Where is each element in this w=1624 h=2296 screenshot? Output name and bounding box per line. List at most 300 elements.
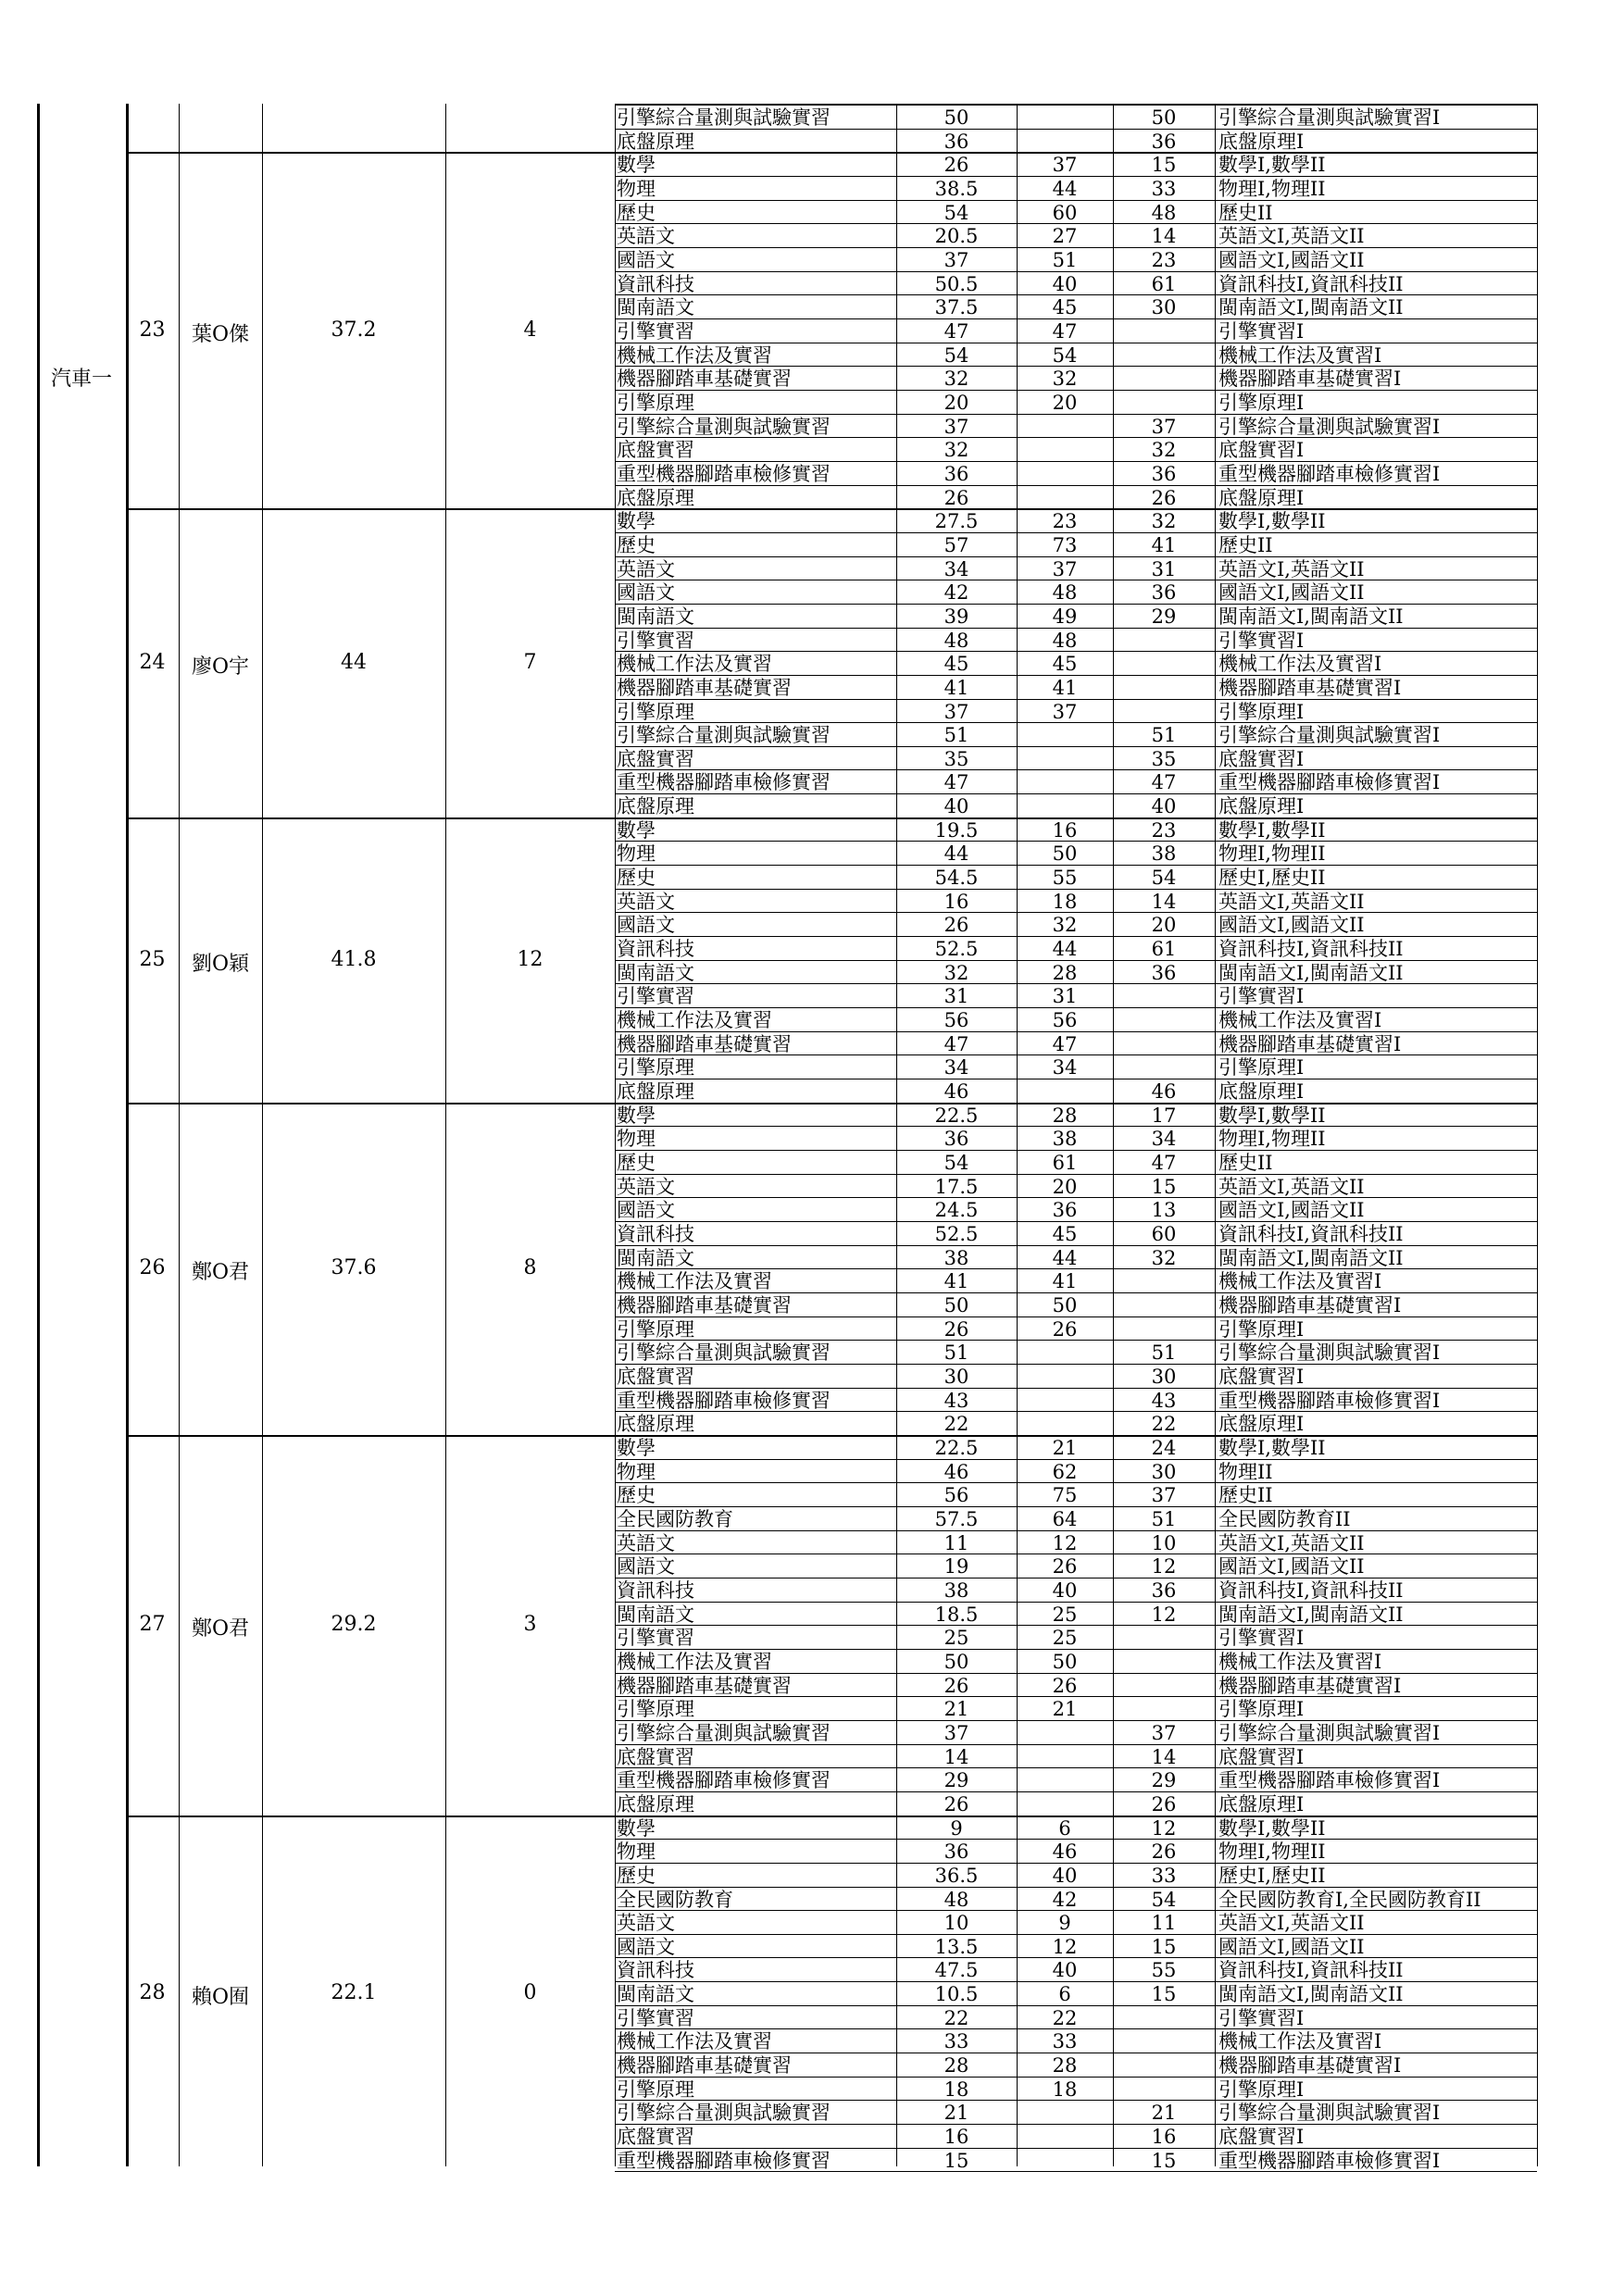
score-cell: 14 <box>1151 1745 1177 1768</box>
course-cell: 歷史II <box>1218 1152 1273 1175</box>
score-cell: 15 <box>1151 1983 1177 2006</box>
score-cell: 21 <box>1052 1698 1078 1721</box>
score-cell: 13.5 <box>934 1935 979 1958</box>
course-cell: 引擎實習I <box>1218 319 1305 343</box>
student-name: 廖O宇 <box>191 655 250 679</box>
grid-vline <box>1215 104 1216 2166</box>
course-cell: 重型機器腳踏車檢修實習I <box>1218 771 1441 794</box>
score-cell: 13 <box>1151 1199 1177 1222</box>
subject-cell: 機器腳踏車基礎實習 <box>617 368 792 391</box>
score-cell: 56 <box>943 1484 969 1507</box>
course-cell: 物理I,物理II <box>1218 842 1326 866</box>
subject-cell: 機器腳踏車基礎實習 <box>617 1294 792 1316</box>
grid-vline <box>179 104 180 2166</box>
score-cell: 34 <box>943 1056 969 1079</box>
subject-cell: 機器腳踏車基礎實習 <box>617 1032 792 1055</box>
subject-cell: 數學 <box>617 154 656 177</box>
score-cell: 51 <box>943 1341 969 1365</box>
subject-cell: 機器腳踏車基礎實習 <box>617 676 792 699</box>
score-cell: 38.5 <box>934 177 979 200</box>
score-cell: 60 <box>1151 1223 1177 1246</box>
department-label: 汽車一 <box>50 368 112 391</box>
score-cell: 22 <box>943 2006 969 2029</box>
subject-cell: 底盤原理 <box>617 1792 694 1816</box>
course-cell: 國語文I,國語文II <box>1218 248 1365 271</box>
score-cell: 42 <box>943 581 969 605</box>
subject-cell: 底盤原理 <box>617 795 694 818</box>
subject-cell: 引擎實習 <box>617 629 694 652</box>
score-cell: 18 <box>1052 2078 1078 2101</box>
score-cell: 12 <box>1052 1531 1078 1554</box>
student-name: 鄭O君 <box>191 1617 250 1641</box>
score-cell: 11 <box>1151 1912 1177 1935</box>
score-cell: 23 <box>1151 818 1177 842</box>
subject-cell: 英語文 <box>617 1912 675 1935</box>
score-cell: 73 <box>1052 533 1078 556</box>
subject-cell: 引擎原理 <box>617 391 694 414</box>
subject-cell: 引擎綜合量測與試驗實習 <box>617 415 831 438</box>
subject-cell: 資訊科技 <box>617 1578 694 1602</box>
score-cell: 27.5 <box>934 510 979 533</box>
course-cell: 重型機器腳踏車檢修實習I <box>1218 2149 1441 2172</box>
subject-cell: 英語文 <box>617 557 675 580</box>
course-cell: 引擎綜合量測與試驗實習I <box>1218 2102 1441 2125</box>
score-cell: 57 <box>943 533 969 556</box>
course-cell: 引擎原理I <box>1218 2078 1305 2101</box>
score-cell: 39 <box>943 605 969 628</box>
subject-cell: 機械工作法及實習 <box>617 1009 772 1032</box>
score-cell: 32 <box>1151 1246 1177 1269</box>
score-cell: 50 <box>1052 842 1078 866</box>
subject-cell: 閩南語文 <box>617 1246 694 1269</box>
score-cell: 64 <box>1052 1507 1078 1530</box>
course-cell: 資訊科技I,資訊科技II <box>1218 1959 1404 1982</box>
score-cell: 25 <box>943 1627 969 1650</box>
subject-cell: 底盤實習 <box>617 2126 694 2149</box>
course-cell: 英語文I,英語文II <box>1218 225 1365 248</box>
score-cell: 54 <box>943 343 969 367</box>
score-cell: 54 <box>943 201 969 224</box>
score-cell: 16 <box>943 890 969 913</box>
subject-cell: 機械工作法及實習 <box>617 1650 772 1673</box>
score-cell: 16 <box>1052 818 1078 842</box>
score-cell: 32 <box>1151 510 1177 533</box>
score-cell: 34 <box>1052 1056 1078 1079</box>
course-cell: 數學I,數學II <box>1218 1104 1326 1127</box>
course-cell: 數學I,數學II <box>1218 154 1326 177</box>
score-cell: 40 <box>1052 1959 1078 1982</box>
credit-count: 3 <box>523 1613 537 1637</box>
course-cell: 引擎實習I <box>1218 985 1305 1008</box>
subject-cell: 引擎原理 <box>617 1056 694 1079</box>
course-cell: 機械工作法及實習I <box>1218 2030 1382 2053</box>
score-cell: 43 <box>943 1389 969 1412</box>
score-cell: 54.5 <box>934 867 979 890</box>
score-cell: 6 <box>1058 1816 1071 1840</box>
subject-cell: 物理 <box>617 1128 656 1151</box>
average-score: 22.1 <box>331 1980 377 2004</box>
course-cell: 底盤實習I <box>1218 1745 1305 1768</box>
subject-cell: 引擎原理 <box>617 1317 694 1341</box>
subject-cell: 數學 <box>617 818 656 842</box>
course-cell: 英語文I,英語文II <box>1218 1175 1365 1198</box>
seat-number: 25 <box>139 947 166 971</box>
subject-cell: 底盤實習 <box>617 747 694 770</box>
course-cell: 歷史II <box>1218 1484 1273 1507</box>
subject-cell: 資訊科技 <box>617 938 694 961</box>
student-name: 賴O囿 <box>191 1985 250 2009</box>
subject-cell: 機械工作法及實習 <box>617 653 772 676</box>
subject-cell: 閩南語文 <box>617 961 694 984</box>
score-cell: 10.5 <box>934 1983 979 2006</box>
course-cell: 閩南語文I,閩南語文II <box>1218 605 1404 628</box>
student-name: 鄭O君 <box>191 1261 250 1285</box>
score-cell: 36 <box>943 462 969 485</box>
score-cell: 29 <box>1151 1769 1177 1792</box>
score-cell: 48 <box>943 629 969 652</box>
score-cell: 33 <box>1151 1864 1177 1887</box>
score-cell: 50 <box>1052 1650 1078 1673</box>
score-cell: 26 <box>1151 486 1177 509</box>
score-cell: 50 <box>943 106 969 129</box>
score-cell: 33 <box>1151 177 1177 200</box>
subject-cell: 底盤原理 <box>617 130 694 153</box>
score-cell: 20 <box>1052 1175 1078 1198</box>
seat-number: 23 <box>139 318 166 342</box>
score-cell: 46 <box>1052 1841 1078 1864</box>
course-cell: 英語文I,英語文II <box>1218 1912 1365 1935</box>
course-cell: 資訊科技I,資訊科技II <box>1218 1578 1404 1602</box>
subject-cell: 引擎原理 <box>617 700 694 723</box>
subject-cell: 引擎綜合量測與試驗實習 <box>617 1721 831 1744</box>
score-cell: 16 <box>943 2126 969 2149</box>
subject-cell: 重型機器腳踏車檢修實習 <box>617 2149 831 2172</box>
course-cell: 機器腳踏車基礎實習I <box>1218 1674 1402 1697</box>
subject-cell: 引擎綜合量測與試驗實習 <box>617 724 831 747</box>
score-cell: 47.5 <box>934 1959 979 1982</box>
score-cell: 27 <box>1052 225 1078 248</box>
course-cell: 歷史II <box>1218 533 1273 556</box>
subject-cell: 國語文 <box>617 581 675 605</box>
score-cell: 41 <box>1151 533 1177 556</box>
score-cell: 15 <box>1151 1175 1177 1198</box>
score-cell: 48 <box>1052 581 1078 605</box>
course-cell: 底盤實習I <box>1218 747 1305 770</box>
course-cell: 引擎實習I <box>1218 629 1305 652</box>
score-cell: 22 <box>1052 2006 1078 2029</box>
subject-cell: 物理 <box>617 1841 656 1864</box>
score-cell: 42 <box>1052 1888 1078 1911</box>
subject-cell: 資訊科技 <box>617 1959 694 1982</box>
grid-vline <box>445 104 446 2166</box>
course-cell: 閩南語文I,閩南語文II <box>1218 1983 1404 2006</box>
score-cell: 26 <box>943 1792 969 1816</box>
score-cell: 32 <box>1052 368 1078 391</box>
student-name: 葉O傑 <box>191 322 250 346</box>
score-cell: 10 <box>943 1912 969 1935</box>
score-cell: 36 <box>1151 130 1177 153</box>
score-cell: 29 <box>1151 605 1177 628</box>
subject-cell: 機械工作法及實習 <box>617 1270 772 1293</box>
score-cell: 37 <box>943 415 969 438</box>
score-cell: 22 <box>943 1413 969 1436</box>
course-cell: 機器腳踏車基礎實習I <box>1218 368 1402 391</box>
score-cell: 26 <box>943 1674 969 1697</box>
subject-cell: 底盤實習 <box>617 1745 694 1768</box>
course-cell: 機械工作法及實習I <box>1218 343 1382 367</box>
course-cell: 物理I,物理II <box>1218 1128 1326 1151</box>
score-cell: 51 <box>1052 248 1078 271</box>
subject-cell: 英語文 <box>617 225 675 248</box>
grid-vline <box>1017 104 1018 2166</box>
score-cell: 20.5 <box>934 225 979 248</box>
course-cell: 機械工作法及實習I <box>1218 653 1382 676</box>
subject-cell: 物理 <box>617 842 656 866</box>
score-cell: 37 <box>1151 415 1177 438</box>
course-cell: 重型機器腳踏車檢修實習I <box>1218 1389 1441 1412</box>
score-cell: 47 <box>1052 319 1078 343</box>
score-cell: 36.5 <box>934 1864 979 1887</box>
grid-vline <box>1537 104 1538 2166</box>
subject-cell: 資訊科技 <box>617 272 694 295</box>
subject-cell: 引擎綜合量測與試驗實習 <box>617 1341 831 1365</box>
credit-count: 7 <box>523 651 537 674</box>
subject-cell: 閩南語文 <box>617 605 694 628</box>
course-cell: 引擎實習I <box>1218 2006 1305 2029</box>
subject-cell: 資訊科技 <box>617 1223 694 1246</box>
score-cell: 22.5 <box>934 1104 979 1127</box>
score-cell: 46 <box>1151 1080 1177 1104</box>
course-cell: 歷史I,歷史II <box>1218 867 1326 890</box>
course-cell: 底盤原理I <box>1218 795 1305 818</box>
subject-cell: 底盤原理 <box>617 486 694 509</box>
subject-cell: 全民國防教育 <box>617 1888 733 1911</box>
score-cell: 12 <box>1151 1555 1177 1578</box>
score-cell: 20 <box>1052 391 1078 414</box>
course-cell: 閩南語文I,閩南語文II <box>1218 1246 1404 1269</box>
subject-cell: 閩南語文 <box>617 296 694 319</box>
score-cell: 33 <box>1052 2030 1078 2053</box>
score-cell: 51 <box>943 724 969 747</box>
score-cell: 21 <box>1151 2102 1177 2125</box>
score-cell: 40 <box>1151 795 1177 818</box>
score-cell: 61 <box>1151 938 1177 961</box>
subject-cell: 國語文 <box>617 1199 675 1222</box>
score-cell: 54 <box>943 1152 969 1175</box>
score-cell: 37.5 <box>934 296 979 319</box>
course-cell: 機器腳踏車基礎實習I <box>1218 1294 1402 1316</box>
score-cell: 26 <box>943 914 969 937</box>
row-border <box>615 2171 1537 2172</box>
score-cell: 34 <box>1151 1128 1177 1151</box>
score-cell: 15 <box>1151 1935 1177 1958</box>
score-cell: 45 <box>1052 653 1078 676</box>
score-cell: 57.5 <box>934 1507 979 1530</box>
subject-cell: 引擎綜合量測與試驗實習 <box>617 106 831 129</box>
score-cell: 32 <box>943 439 969 462</box>
score-cell: 37 <box>1052 557 1078 580</box>
score-cell: 9 <box>950 1816 963 1840</box>
score-cell: 12 <box>1151 1816 1177 1840</box>
grid-vline <box>37 104 40 2166</box>
score-cell: 55 <box>1052 867 1078 890</box>
score-cell: 50 <box>943 1294 969 1316</box>
score-cell: 22 <box>1151 1413 1177 1436</box>
score-cell: 45 <box>1052 296 1078 319</box>
subject-cell: 英語文 <box>617 890 675 913</box>
subject-cell: 歷史 <box>617 1152 656 1175</box>
score-cell: 50 <box>1151 106 1177 129</box>
score-cell: 28 <box>1052 1104 1078 1127</box>
score-cell: 50 <box>943 1650 969 1673</box>
score-cell: 36 <box>1151 961 1177 984</box>
score-cell: 14 <box>943 1745 969 1768</box>
course-cell: 物理I,物理II <box>1218 1841 1326 1864</box>
subject-cell: 底盤實習 <box>617 1365 694 1388</box>
score-cell: 6 <box>1058 1983 1071 2006</box>
score-cell: 18.5 <box>934 1603 979 1626</box>
score-cell: 55 <box>1151 1959 1177 1982</box>
score-cell: 37 <box>1052 700 1078 723</box>
score-cell: 29 <box>943 1769 969 1792</box>
score-cell: 54 <box>1151 1888 1177 1911</box>
course-cell: 英語文I,英語文II <box>1218 1531 1365 1554</box>
course-cell: 引擎綜合量測與試驗實習I <box>1218 724 1441 747</box>
score-cell: 47 <box>943 771 969 794</box>
score-cell: 54 <box>1151 867 1177 890</box>
score-cell: 36 <box>1151 1578 1177 1602</box>
score-cell: 47 <box>943 1032 969 1055</box>
score-cell: 31 <box>1052 985 1078 1008</box>
course-cell: 引擎原理I <box>1218 700 1305 723</box>
subject-cell: 引擎實習 <box>617 319 694 343</box>
course-cell: 底盤原理I <box>1218 486 1305 509</box>
subject-cell: 機械工作法及實習 <box>617 343 772 367</box>
course-cell: 國語文I,國語文II <box>1218 914 1365 937</box>
seat-number: 24 <box>139 651 166 674</box>
score-cell: 41 <box>1052 1270 1078 1293</box>
subject-cell: 國語文 <box>617 248 675 271</box>
score-cell: 24.5 <box>934 1199 979 1222</box>
credit-count: 12 <box>517 947 543 971</box>
score-cell: 48 <box>943 1888 969 1911</box>
grid-vline <box>1113 104 1114 2166</box>
course-cell: 英語文I,英語文II <box>1218 890 1365 913</box>
course-cell: 資訊科技I,資訊科技II <box>1218 938 1404 961</box>
average-score: 37.2 <box>331 318 377 342</box>
score-cell: 30 <box>1151 1365 1177 1388</box>
course-cell: 引擎實習I <box>1218 1627 1305 1650</box>
score-cell: 9 <box>1058 1912 1071 1935</box>
score-cell: 49 <box>1052 605 1078 628</box>
subject-cell: 英語文 <box>617 1531 675 1554</box>
course-cell: 英語文I,英語文II <box>1218 557 1365 580</box>
subject-cell: 機器腳踏車基礎實習 <box>617 1674 792 1697</box>
score-cell: 75 <box>1052 1484 1078 1507</box>
subject-cell: 閩南語文 <box>617 1983 694 2006</box>
course-cell: 數學I,數學II <box>1218 510 1326 533</box>
score-cell: 26 <box>943 1317 969 1341</box>
score-cell: 47 <box>1151 771 1177 794</box>
student-name: 劉O穎 <box>191 952 250 976</box>
course-cell: 重型機器腳踏車檢修實習I <box>1218 462 1441 485</box>
score-cell: 50 <box>1052 1294 1078 1316</box>
grid-vline <box>896 104 897 2166</box>
score-cell: 40 <box>1052 272 1078 295</box>
course-cell: 歷史I,歷史II <box>1218 1864 1326 1887</box>
grid-vline <box>262 104 263 2166</box>
course-cell: 國語文I,國語文II <box>1218 1199 1365 1222</box>
score-cell: 45 <box>943 653 969 676</box>
score-cell: 48 <box>1151 201 1177 224</box>
score-cell: 35 <box>943 747 969 770</box>
score-cell: 37 <box>1151 1721 1177 1744</box>
score-cell: 37 <box>943 700 969 723</box>
course-cell: 國語文I,國語文II <box>1218 581 1365 605</box>
score-cell: 28 <box>1052 961 1078 984</box>
score-cell: 62 <box>1052 1460 1078 1483</box>
subject-cell: 底盤原理 <box>617 1080 694 1104</box>
subject-cell: 歷史 <box>617 867 656 890</box>
score-cell: 51 <box>1151 724 1177 747</box>
seat-number: 26 <box>139 1256 166 1280</box>
subject-cell: 國語文 <box>617 1555 675 1578</box>
score-cell: 21 <box>1052 1436 1078 1459</box>
score-cell: 18 <box>1052 890 1078 913</box>
score-cell: 14 <box>1151 225 1177 248</box>
course-cell: 引擎原理I <box>1218 1317 1305 1341</box>
course-cell: 底盤實習I <box>1218 2126 1305 2149</box>
score-cell: 46 <box>943 1080 969 1104</box>
score-cell: 11 <box>943 1531 969 1554</box>
score-cell: 34 <box>943 557 969 580</box>
credit-count: 0 <box>523 1980 537 2004</box>
score-cell: 32 <box>1151 439 1177 462</box>
subject-cell: 引擎實習 <box>617 985 694 1008</box>
subject-cell: 數學 <box>617 1104 656 1127</box>
score-cell: 51 <box>1151 1507 1177 1530</box>
score-cell: 30 <box>1151 1460 1177 1483</box>
course-cell: 機器腳踏車基礎實習I <box>1218 676 1402 699</box>
score-cell: 61 <box>1151 272 1177 295</box>
score-cell: 12 <box>1052 1935 1078 1958</box>
average-score: 29.2 <box>331 1613 377 1637</box>
subject-cell: 英語文 <box>617 1175 675 1198</box>
score-cell: 52.5 <box>934 1223 979 1246</box>
score-cell: 26 <box>1052 1317 1078 1341</box>
score-cell: 47 <box>1052 1032 1078 1055</box>
score-cell: 23 <box>1151 248 1177 271</box>
score-cell: 38 <box>1052 1128 1078 1151</box>
course-cell: 物理II <box>1218 1460 1273 1483</box>
subject-cell: 重型機器腳踏車檢修實習 <box>617 1389 831 1412</box>
score-cell: 17 <box>1151 1104 1177 1127</box>
course-cell: 閩南語文I,閩南語文II <box>1218 1603 1404 1626</box>
subject-cell: 機器腳踏車基礎實習 <box>617 2054 792 2078</box>
course-cell: 機械工作法及實習I <box>1218 1650 1382 1673</box>
score-cell: 15 <box>943 2149 969 2172</box>
score-cell: 44 <box>1052 938 1078 961</box>
course-cell: 機械工作法及實習I <box>1218 1270 1382 1293</box>
credit-count: 4 <box>523 318 537 342</box>
subject-cell: 重型機器腳踏車檢修實習 <box>617 1769 831 1792</box>
score-cell: 32 <box>1052 914 1078 937</box>
score-cell: 32 <box>943 961 969 984</box>
score-cell: 21 <box>943 2102 969 2125</box>
course-cell: 底盤實習I <box>1218 439 1305 462</box>
course-cell: 全民國防教育II <box>1218 1507 1351 1530</box>
course-cell: 底盤原理I <box>1218 1792 1305 1816</box>
